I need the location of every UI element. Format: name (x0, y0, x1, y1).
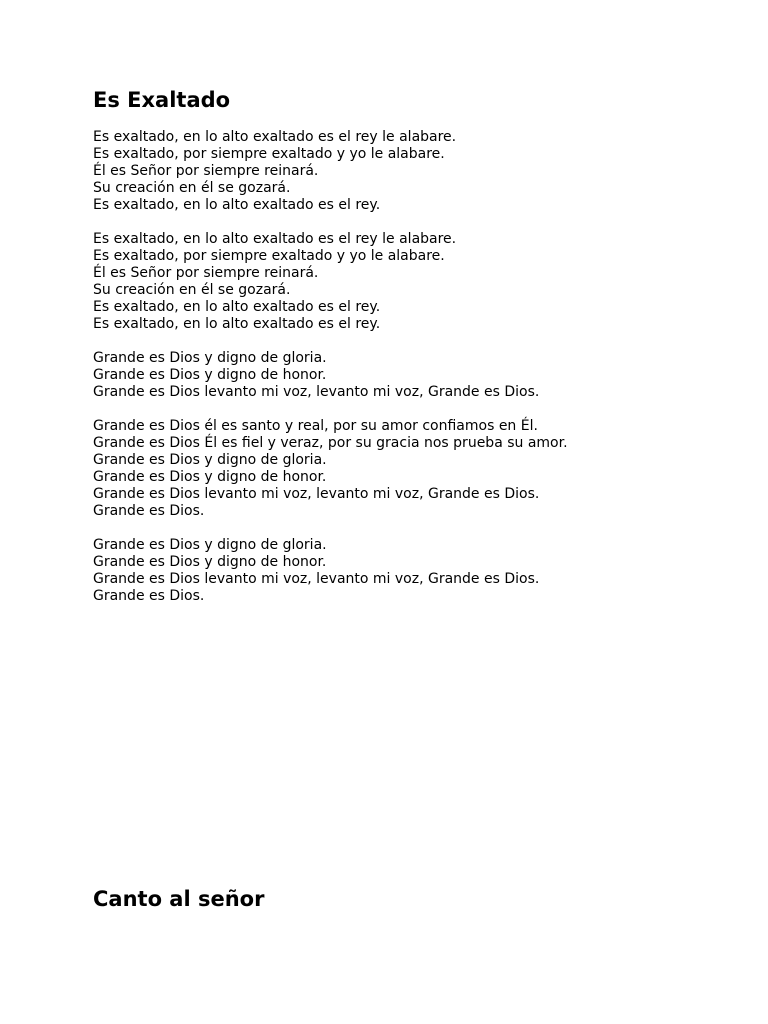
stanza (93, 418, 753, 520)
lyric-line: Grande es Dios Él es fiel y veraz, por su gracia nos prueba su amor. (93, 435, 568, 451)
lyric-line: Grande es Dios él es santo y real, por su amor confiamos en Él. (93, 418, 538, 434)
lyric-line: Grande es Dios y digno de honor. (93, 367, 327, 383)
lyric-line: Su creación en él se gozará. (93, 180, 291, 196)
lyric-line: Grande es Dios y digno de honor. (93, 469, 327, 485)
stanza (93, 350, 753, 401)
lyric-line: Es exaltado, en lo alto exaltado es el rey le alabare. (93, 231, 457, 247)
stanza (93, 231, 753, 333)
lyric-line: Grande es Dios. (93, 503, 205, 519)
lyric-line: Grande es Dios levanto mi voz, levanto mi voz, Grande es Dios. (93, 571, 540, 587)
lyric-line: Es exaltado, en lo alto exaltado es el rey. (93, 316, 381, 332)
lyric-line: Grande es Dios y digno de gloria. (93, 350, 327, 366)
lyric-line: Él es Señor por siempre reinará. (93, 265, 319, 281)
lyric-line: Es exaltado, en lo alto exaltado es el rey le alabare. (93, 129, 457, 145)
song-lyrics (93, 129, 753, 622)
lyric-line: Es exaltado, por siempre exaltado y yo le alabare. (93, 248, 445, 264)
song-title: Canto al señor (93, 887, 265, 911)
lyric-line: Grande es Dios levanto mi voz, levanto mi voz, Grande es Dios. (93, 384, 540, 400)
stanza (93, 129, 753, 214)
lyric-line: Él es Señor por siempre reinará. (93, 163, 319, 179)
song-title: Es Exaltado (93, 88, 231, 112)
lyric-line: Grande es Dios y digno de honor. (93, 554, 327, 570)
lyric-line: Grande es Dios levanto mi voz, levanto mi voz, Grande es Dios. (93, 486, 540, 502)
lyric-line: Grande es Dios y digno de gloria. (93, 537, 327, 553)
lyric-line: Grande es Dios y digno de gloria. (93, 452, 327, 468)
lyric-line: Su creación en él se gozará. (93, 282, 291, 298)
lyric-line: Grande es Dios. (93, 588, 205, 604)
lyric-line: Es exaltado, en lo alto exaltado es el rey. (93, 197, 381, 213)
lyric-line: Es exaltado, por siempre exaltado y yo le alabare. (93, 146, 445, 162)
stanza (93, 537, 753, 605)
lyric-line: Es exaltado, en lo alto exaltado es el rey. (93, 299, 381, 315)
